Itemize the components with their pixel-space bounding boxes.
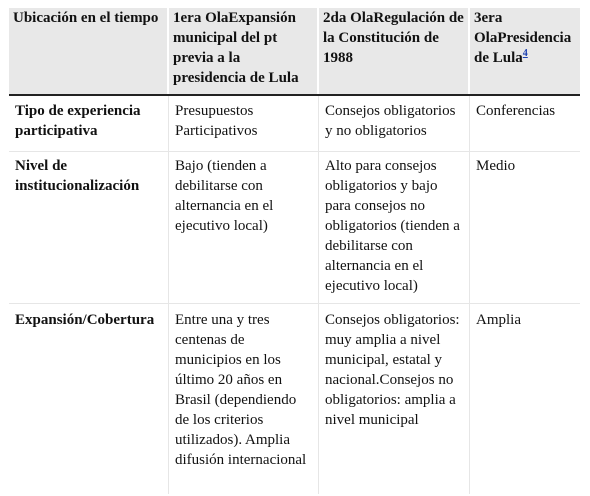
header-label: 2da OlaRegulación de la Constitución de 1988	[323, 10, 464, 66]
table-cell: Presupuestos Participativos	[169, 96, 319, 152]
table-cell: Amplia	[476, 312, 521, 328]
row-label: Tipo de experiencia participativa	[9, 96, 169, 152]
table-row	[9, 152, 580, 304]
row-label: Nivel de institucionalización	[9, 152, 169, 304]
header-label: 3era OlaPresidencia de Lula	[474, 10, 572, 66]
comparison-table	[9, 8, 580, 494]
header-cell-wave1	[169, 8, 319, 94]
table-cell: Entre una y tres centenas de municipios en los último 20 años en Brasil (dependiendo de los criterios utilizados). Amplia difusión internacional	[169, 304, 319, 494]
table-cell: Bajo (tienden a debilitarse con alternancia en el ejecutivo local)	[169, 152, 319, 304]
table-row	[9, 304, 580, 494]
header-cell-wave3	[470, 8, 580, 94]
header-label: Ubicación en el tiempo	[13, 10, 159, 26]
table-cell: Conferencias	[470, 96, 580, 152]
row-label: Expansión/Cobertura	[9, 304, 169, 494]
footnote-link[interactable]: 4	[522, 48, 528, 59]
table-cell: Medio	[470, 152, 580, 304]
header-cell-wave2	[319, 8, 470, 94]
table-header-row	[9, 8, 580, 94]
table-row	[9, 96, 580, 152]
header-label: 1era OlaExpansión municipal del pt previa a la presidencia de Lula	[173, 10, 299, 86]
table-cell: Consejos obligatorios y no obligatorios	[319, 96, 470, 152]
table-cell: Alto para consejos obligatorios y bajo para consejos no obligatorios (tienden a debilitarse con alternancia en el ejecutivo local)	[319, 152, 470, 304]
table-cell: Consejos obligatorios: muy amplia a nivel municipal, estatal y nacional.Consejos no obligatorios: amplia a nivel municipal	[319, 304, 470, 494]
header-cell-time	[9, 8, 169, 94]
